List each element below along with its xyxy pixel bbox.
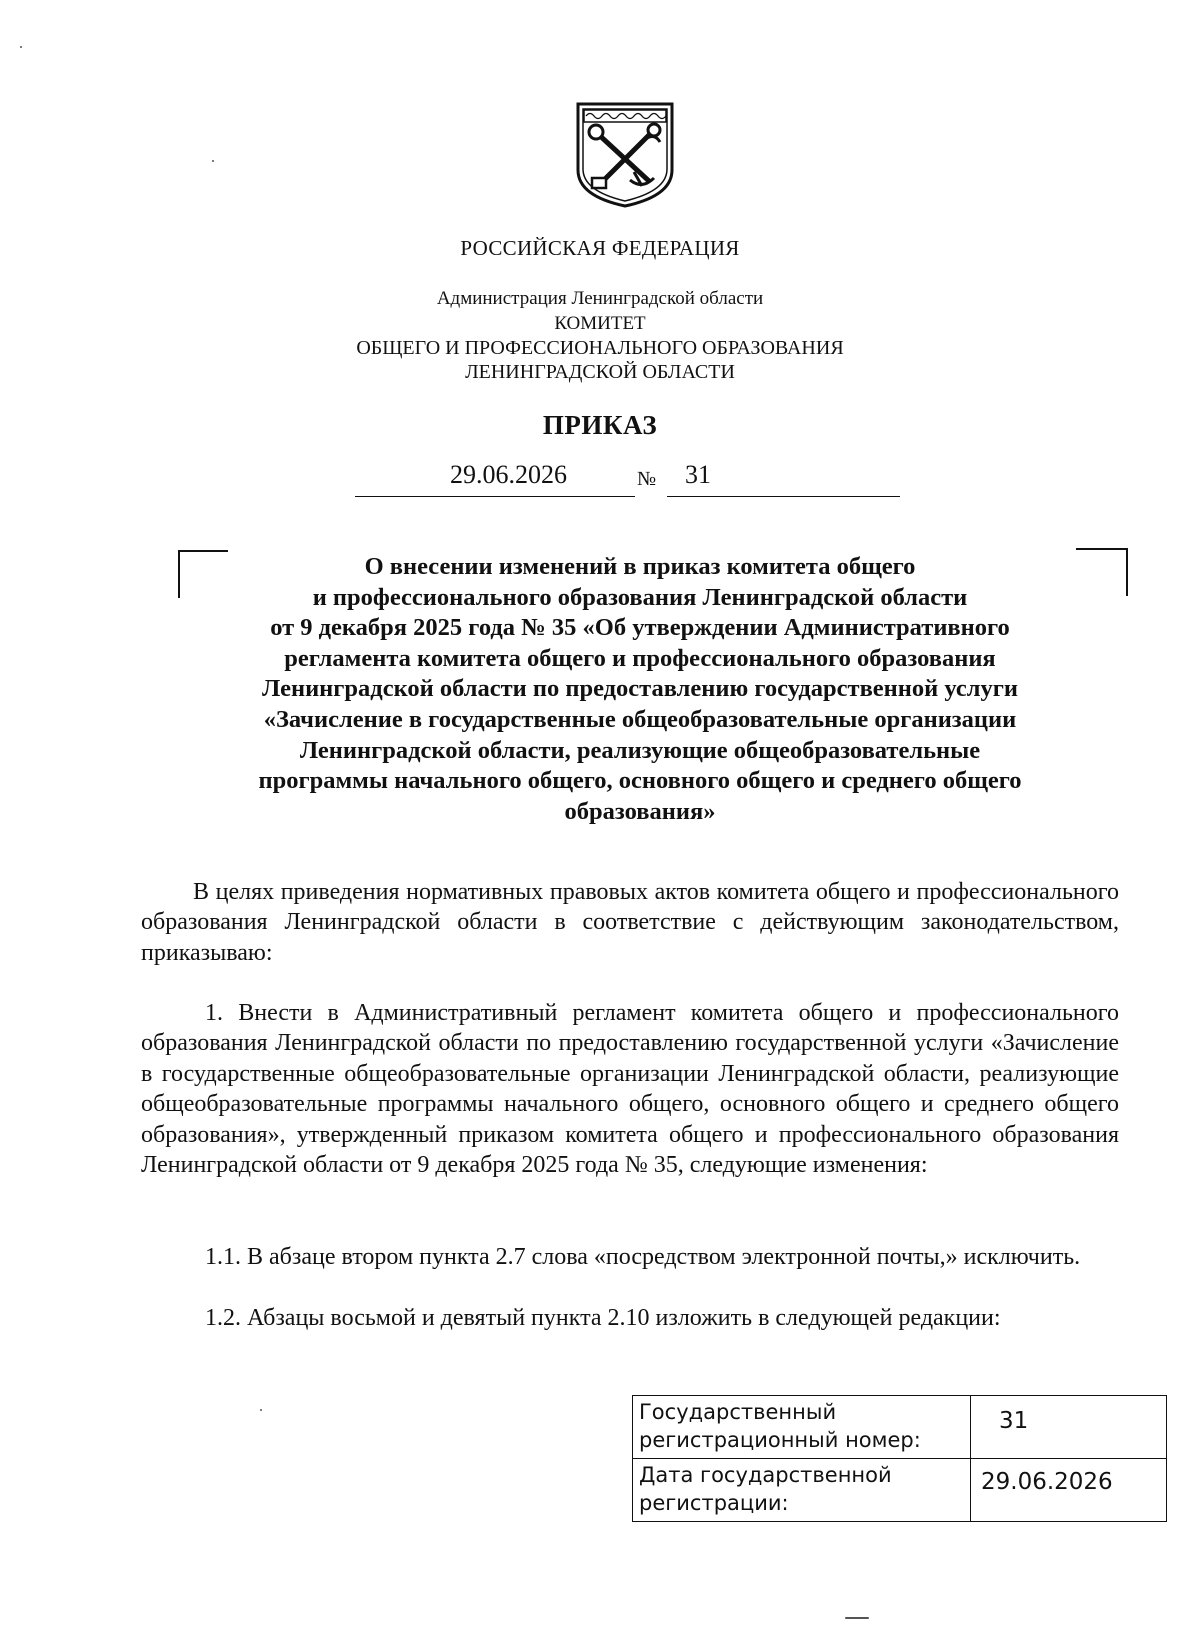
document-title-line: программы начального общего, основного общего и среднего общего — [258, 767, 1022, 795]
registration-stamp-table — [632, 1395, 1167, 1522]
registration-date-value: 29.06.2026 — [971, 1459, 1167, 1522]
coat-of-arms-emblem — [570, 100, 680, 210]
document-title-line: Ленинградской области по предоставлению государственной услуги — [261, 675, 1019, 703]
document-title-line: «Зачисление в государственные общеобразовательные организации — [263, 705, 1017, 733]
document-title-line: образования» — [564, 797, 716, 825]
document-title-line: регламента комитета общего и профессионального образования — [284, 644, 996, 672]
federation-heading: РОССИЙСКАЯ ФЕДЕРАЦИЯ — [460, 236, 740, 260]
order-title: ПРИКАЗ — [542, 410, 658, 440]
committee-heading: КОМИТЕТ — [554, 313, 646, 334]
registration-number-value: 31 — [971, 1396, 1167, 1459]
table-row — [633, 1459, 1167, 1522]
region-name: ЛЕНИНГРАДСКОЙ ОБЛАСТИ — [465, 361, 735, 383]
table-row — [633, 1396, 1167, 1459]
document-title — [150, 552, 1130, 827]
order-number: 31 — [685, 460, 711, 489]
administration-name: Администрация Ленинградской области — [436, 288, 764, 309]
number-underline — [667, 496, 900, 497]
number-sign: № — [637, 468, 657, 490]
order-date: 29.06.2026 — [450, 460, 567, 489]
committee-full-name: ОБЩЕГО И ПРОФЕССИОНАЛЬНОГО ОБРАЗОВАНИЯ — [356, 337, 844, 359]
scan-speck — [260, 1409, 262, 1411]
preamble-paragraph: В целях приведения нормативных правовых актов комитета общего и профессионального образования Ленинградской области в соответствие с действующим законодательством, приказываю: — [141, 879, 1119, 966]
document-title-line: от 9 декабря 2025 года № 35 «Об утверждении Административного — [270, 614, 1010, 642]
item-1-paragraph: 1. Внести в Административный регламент комитета общего и профессионального образования Ленинградской области по предоставлению государственной услуги «Зачисление в государственные общеобразовательные организации Ленинградской области, реализующие общеобразовательные программы начального общего, основного общего и среднего общего образования», утвержденный приказом комитета общего и профессионального образования Ленинградской области от 9 декабря 2025 года № 35, следующие изменения: — [141, 1000, 1119, 1179]
document-title-line: и профессионального образования Ленинградской области — [312, 583, 968, 611]
registration-date-label: Дата государственной регистрации: — [633, 1459, 971, 1522]
scan-speck — [20, 46, 22, 48]
item-1-2-paragraph: 1.2. Абзацы восьмой и девятый пункта 2.10 изложить в следующей редакции: — [205, 1305, 1001, 1331]
document-title-line: О внесении изменений в приказ комитета общего — [364, 553, 916, 580]
scan-speck — [845, 1617, 869, 1619]
scan-speck — [212, 160, 214, 162]
item-1-1-paragraph: 1.1. В абзаце втором пункта 2.7 слова «посредством электронной почты,» исключить. — [205, 1244, 1081, 1270]
order-date-number-row — [355, 460, 900, 504]
registration-number-label: Государственный регистрационный номер: — [633, 1396, 971, 1459]
document-title-line: Ленинградской области, реализующие общеобразовательные — [299, 736, 981, 764]
date-underline — [355, 496, 635, 497]
